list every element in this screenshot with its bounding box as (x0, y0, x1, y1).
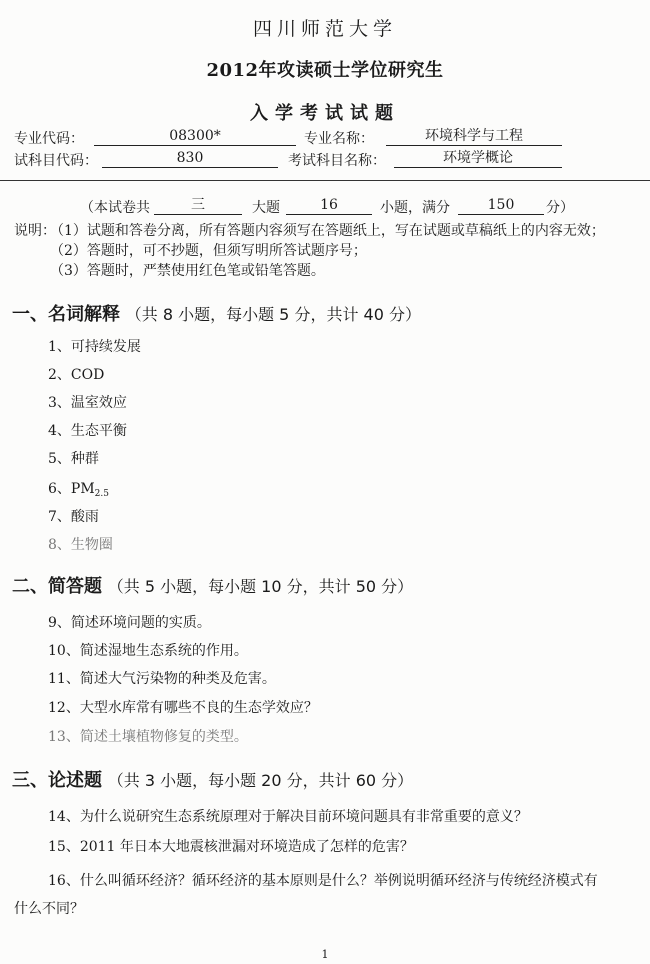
exam-meta (80, 197, 580, 217)
section-3-name: 论述题 (48, 770, 102, 791)
question-5: 5、种群 (48, 451, 99, 467)
question-10: 10、简述湿地生态系统的作用。 (48, 643, 248, 659)
subject-name-value: 环境学概论 (394, 149, 562, 168)
meta-big-count: 三 (154, 196, 242, 215)
section-1-number: 一、 (12, 304, 48, 325)
major-name-label: 专业名称： (304, 131, 374, 147)
question-15: 15、2011 年日本大地震核泄漏对环境造成了怎样的危害？ (48, 839, 414, 855)
section-2-desc: （共 5 小题，每小题 10 分，共计 50 分） (107, 577, 414, 596)
major-code-value: 08300* (94, 127, 296, 146)
subject-code-label: 试科目代码： (14, 153, 98, 169)
meta-small-label: 小题，满分 (380, 200, 450, 216)
subject-name-label: 考试科目名称： (288, 153, 386, 169)
instruction-2: （2）答题时，可不抄题，但须写明所答试题序号； (50, 243, 367, 259)
question-1: 1、可持续发展 (48, 339, 141, 355)
question-11: 11、简述大气污染物的种类及危害。 (48, 671, 276, 687)
section-1-heading (12, 300, 421, 326)
major-row (14, 128, 644, 148)
meta-full-score: 150 (458, 196, 544, 215)
section-2-name: 简答题 (48, 576, 102, 597)
exam-title: 2012年攻读硕士学位研究生 (206, 60, 444, 81)
paper-title: 入学考试试题 (250, 103, 400, 124)
question-4: 4、生态平衡 (48, 423, 127, 439)
section-3-heading (12, 766, 413, 792)
question-16: 16、什么叫循环经济？循环经济的基本原则是什么？举例说明循环经济与传统经济模式有 (48, 873, 598, 889)
section-2-number: 二、 (12, 576, 48, 597)
pm-subscript: 2.5 (94, 489, 109, 499)
subject-code-value: 830 (102, 149, 278, 168)
question-8: 8、生物圈 (48, 537, 113, 553)
instruction-1: （1）试题和答卷分离，所有答题内容须写在答题纸上，写在试题或草稿纸上的内容无效； (50, 223, 605, 239)
instruction-3: （3）答题时，严禁使用红色笔或铅笔答题。 (50, 263, 325, 279)
question-16-continued: 什么不同？ (14, 901, 84, 917)
question-3: 3、温室效应 (48, 395, 127, 411)
section-2-heading (12, 572, 413, 598)
section-3-number: 三、 (12, 770, 48, 791)
meta-score-unit: 分） (546, 200, 574, 216)
meta-big-label: 大题 (252, 200, 280, 216)
section-1-name: 名词解释 (48, 304, 120, 325)
meta-small-count: 16 (286, 196, 372, 215)
header-divider (0, 180, 650, 181)
page-number: 1 (321, 948, 329, 961)
question-7: 7、酸雨 (48, 509, 99, 525)
university-name: 四川师范大学 (252, 18, 397, 40)
question-13: 13、简述土壤植物修复的类型。 (48, 729, 248, 745)
instructions-label: 说明： (14, 223, 56, 239)
meta-prefix: （本试卷共 (80, 200, 150, 216)
question-14: 14、为什么说研究生态系统原理对于解决目前环境问题具有非常重要的意义？ (48, 809, 528, 825)
major-code-label: 专业代码： (14, 131, 84, 147)
question-6-text: 6、PM (48, 481, 95, 497)
major-name-value: 环境科学与工程 (386, 127, 562, 146)
section-1-desc: （共 8 小题，每小题 5 分，共计 40 分） (125, 305, 421, 324)
question-12: 12、大型水库常有哪些不良的生态学效应？ (48, 700, 318, 716)
section-3-desc: （共 3 小题，每小题 20 分，共计 60 分） (107, 771, 414, 790)
question-6 (48, 478, 109, 499)
subject-row (14, 150, 644, 170)
question-9: 9、简述环境问题的实质。 (48, 615, 211, 631)
question-2: 2、COD (48, 367, 105, 383)
